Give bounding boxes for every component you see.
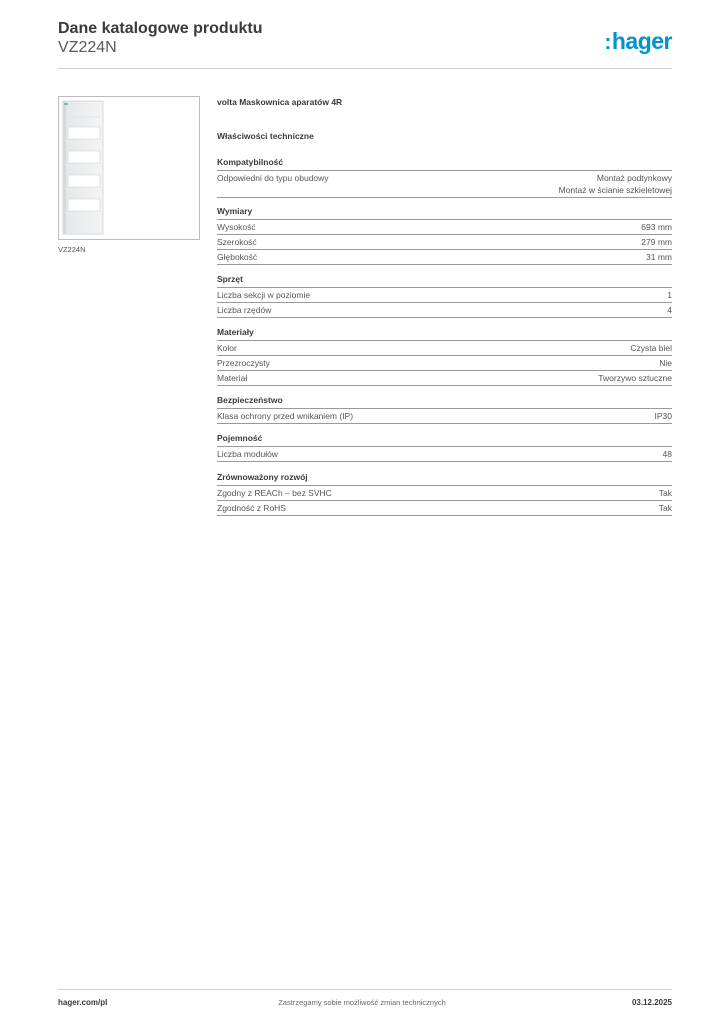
table-row <box>217 371 672 386</box>
footer-disclaimer: Zastrzegamy sobie możliwość zmian technicznych <box>278 998 446 1007</box>
row-label: Odpowiedni do typu obudowy <box>217 173 329 183</box>
footer-date: 03.12.2025 <box>631 998 672 1007</box>
section-title: Sprzęt <box>217 274 243 284</box>
table-row <box>217 250 672 265</box>
document-title: Dane katalogowe produktu <box>58 20 263 37</box>
row-value: Montaż w ścianie szkieletowej <box>558 185 672 195</box>
row-value: 31 mm <box>646 252 672 262</box>
row-value: IP30 <box>654 411 672 421</box>
row-label: Liczba modułów <box>217 449 278 459</box>
row-label: Szerokość <box>217 237 257 247</box>
table-row <box>217 341 672 356</box>
row-label: Zgodność z RoHS <box>217 503 286 513</box>
row-label: Przezroczysty <box>217 358 270 368</box>
header-divider <box>58 68 672 69</box>
table-row <box>217 501 672 516</box>
row-label: Głębokość <box>217 252 258 262</box>
table-row <box>217 288 672 303</box>
product-code: VZ224N <box>58 39 117 56</box>
section-title: Materiały <box>217 327 254 337</box>
row-value: 693 mm <box>641 222 672 232</box>
section-equipment <box>217 273 672 318</box>
row-value: Tak <box>658 503 672 513</box>
properties-heading: Właściwości techniczne <box>217 131 314 141</box>
table-row <box>217 235 672 250</box>
table-row <box>217 486 672 501</box>
row-value: Nie <box>659 358 672 368</box>
row-label: Zgodny z REACh – bez SVHC <box>217 488 332 498</box>
table-row <box>217 409 672 424</box>
cover-plate-illustration <box>59 97 199 239</box>
row-value: Tworzywo sztuczne <box>598 373 672 383</box>
table-row <box>217 356 672 371</box>
row-value: 4 <box>667 305 672 315</box>
row-value: 1 <box>667 290 672 300</box>
table-row <box>217 303 672 318</box>
row-label: Wysokość <box>217 222 256 232</box>
row-label: Liczba sekcji w poziomie <box>217 290 311 300</box>
section-title: Pojemność <box>217 433 263 443</box>
row-label: Liczba rzędów <box>217 305 272 315</box>
page-header <box>58 20 672 68</box>
table-row <box>217 171 672 198</box>
image-caption: VZ224N <box>58 245 86 254</box>
footer-divider <box>58 989 672 990</box>
section-compatibility <box>217 156 672 198</box>
table-row <box>217 220 672 235</box>
section-safety <box>217 394 672 424</box>
section-title: Zrównoważony rozwój <box>217 472 308 482</box>
table-row <box>217 447 672 462</box>
row-value: Tak <box>658 488 672 498</box>
logo-text: hager <box>611 28 672 54</box>
section-capacity <box>217 432 672 462</box>
section-title: Wymiary <box>217 206 253 216</box>
section-title: Kompatybilność <box>217 157 284 167</box>
footer-website-link[interactable]: hager.com/pl <box>58 998 108 1007</box>
hager-logo: :hager <box>604 28 672 54</box>
row-value: Montaż podtynkowy <box>596 173 672 183</box>
row-label: Materiał <box>217 373 248 383</box>
section-sustainability <box>217 471 672 516</box>
section-materials <box>217 326 672 386</box>
row-value: 48 <box>662 449 672 459</box>
product-name: volta Maskownica aparatów 4R <box>217 97 343 107</box>
row-value: Czysta biel <box>630 343 672 353</box>
row-label: Kolor <box>217 343 237 353</box>
row-label: Klasa ochrony przed wnikaniem (IP) <box>217 411 354 421</box>
section-title: Bezpieczeństwo <box>217 395 283 405</box>
product-image <box>58 96 200 240</box>
section-dimensions <box>217 205 672 265</box>
row-value: 279 mm <box>641 237 672 247</box>
